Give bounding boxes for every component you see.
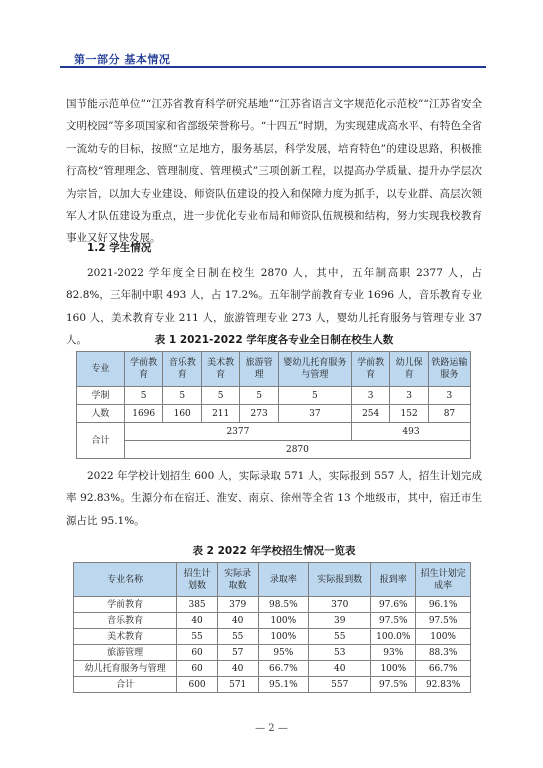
table-cell: 40 [309, 661, 371, 677]
table-cell: 55 [177, 629, 218, 645]
header-cell: 幼儿保育 [390, 352, 428, 387]
table-cell: 60 [177, 645, 218, 661]
header-cell: 招生计划数 [177, 563, 218, 597]
table-cell: 合计 [74, 677, 177, 693]
table-cell: 55 [309, 629, 371, 645]
table-cell: 95.1% [258, 677, 309, 693]
table-cell: 97.5% [416, 613, 471, 629]
subtotal-five-year-cell: 2377 [124, 423, 351, 441]
header-cell: 实际报到数 [309, 563, 371, 597]
table-header-row [74, 563, 471, 597]
table-cell: 3 [390, 387, 428, 405]
paragraph-enrollment: 2021-2022 学年度全日制在校生 2870 人，其中，五年制高职 2377 人，占 82.8%，三年制中职 493 人，占 17.2%。五年制学前教育专业 1696 人，音乐教育专业 160 人，美术教育专业 211 人，旅游管理专业 273 人，婴幼儿托育服务与管理专业 37 人。 [66, 267, 482, 347]
table-cell: 40 [217, 613, 258, 629]
grand-total-cell: 2870 [124, 441, 470, 459]
table-cell: 370 [309, 597, 371, 613]
table-cell: 66.7% [258, 661, 309, 677]
header-cell: 招生计划完成率 [416, 563, 471, 597]
section-heading: 1.2 学生情况 [87, 242, 152, 254]
table-cell: 97.5% [371, 613, 416, 629]
table-cell: 211 [201, 405, 239, 423]
table-row [74, 661, 471, 677]
table-cell: 100.0% [371, 629, 416, 645]
table-cell: 40 [177, 613, 218, 629]
table2-caption: 表 2 2022 年学校招生情况一览表 [192, 545, 356, 557]
table-cell: 40 [217, 661, 258, 677]
table-cell: 95% [258, 645, 309, 661]
table-subtotal-row [77, 423, 471, 441]
table-cell: 97.5% [371, 677, 416, 693]
table-cell: 55 [217, 629, 258, 645]
table-cell: 66.7% [416, 661, 471, 677]
table-cell: 39 [309, 613, 371, 629]
table-cell: 37 [278, 405, 351, 423]
table-row [74, 645, 471, 661]
header-cell: 旅游管理 [240, 352, 278, 387]
table-cell: 幼儿托育服务与管理 [74, 661, 177, 677]
table-row [74, 597, 471, 613]
table-cell: 87 [428, 405, 470, 423]
table-cell: 53 [309, 645, 371, 661]
header-cell: 铁路运输服务 [428, 352, 470, 387]
table-cell: 571 [217, 677, 258, 693]
table-cell: 96.1% [416, 597, 471, 613]
table-cell: 97.6% [371, 597, 416, 613]
header-rule [60, 66, 486, 68]
table2-admissions [73, 562, 471, 693]
page-number: — 2 — [255, 723, 288, 734]
table-cell: 160 [163, 405, 201, 423]
table-header-row [77, 352, 471, 387]
table-cell: 100% [371, 661, 416, 677]
table-cell: 5 [201, 387, 239, 405]
table-cell: 254 [351, 405, 389, 423]
header-title: 第一部分 基本情况 [74, 53, 171, 66]
table-cell: 93% [371, 645, 416, 661]
table-row [77, 387, 471, 405]
table-cell: 学制 [77, 387, 125, 405]
header-cell: 学前教育 [124, 352, 163, 387]
table-cell: 98.5% [258, 597, 309, 613]
header-cell: 美术教育 [201, 352, 239, 387]
table-cell: 美术教育 [74, 629, 177, 645]
table1-caption: 表 1 2021-2022 学年度各专业全日制在校生人数 [154, 334, 394, 346]
header-cell: 专业 [77, 352, 125, 387]
page-header [0, 0, 543, 70]
table-cell: 100% [258, 613, 309, 629]
paragraph-admissions: 2022 年学校计划招生 600 人，实际录取 571 人，实际报到 557 人，招生计划完成率 92.83%。生源分布在宿迁、淮安、南京、徐州等全省 13 个地级市，其中，宿迁市生源占比 95.1%。 [66, 470, 482, 527]
table-cell: 273 [240, 405, 278, 423]
table-cell: 100% [258, 629, 309, 645]
table-cell: 152 [390, 405, 428, 423]
table-cell: 60 [177, 661, 218, 677]
table-cell: 旅游管理 [74, 645, 177, 661]
header-cell: 专业名称 [74, 563, 177, 597]
table-row [74, 613, 471, 629]
table-total-row [77, 441, 471, 459]
table-cell: 92.83% [416, 677, 471, 693]
header-cell: 报到率 [371, 563, 416, 597]
table-cell: 600 [177, 677, 218, 693]
table-total-row [74, 677, 471, 693]
table-cell: 88.3% [416, 645, 471, 661]
header-cell: 录取率 [258, 563, 309, 597]
table-cell: 5 [240, 387, 278, 405]
header-cell: 婴幼儿托育服务与管理 [278, 352, 351, 387]
table-cell: 5 [163, 387, 201, 405]
table-cell: 1696 [124, 405, 163, 423]
header-cell: 音乐教育 [163, 352, 201, 387]
table-cell: 5 [278, 387, 351, 405]
header-cell: 实际录取数 [217, 563, 258, 597]
table-cell: 3 [351, 387, 389, 405]
table-cell: 人数 [77, 405, 125, 423]
subtotal-three-year-cell: 493 [351, 423, 470, 441]
table-cell: 379 [217, 597, 258, 613]
table-cell: 学前教育 [74, 597, 177, 613]
table-cell: 3 [428, 387, 470, 405]
table-cell: 音乐教育 [74, 613, 177, 629]
table-cell: 100% [416, 629, 471, 645]
header-cell: 学前教育 [351, 352, 389, 387]
table-cell: 57 [217, 645, 258, 661]
total-label-cell: 合计 [77, 423, 125, 459]
table-cell: 5 [124, 387, 163, 405]
table-row [77, 405, 471, 423]
table-cell: 557 [309, 677, 371, 693]
table-row [74, 629, 471, 645]
table1-enrollment-by-major [76, 351, 471, 459]
table-cell: 385 [177, 597, 218, 613]
paragraph-intro: 国节能示范单位”“江苏省教育科学研究基地”“江苏省语言文字规范化示范校”“江苏省安全文明校园”等多项国家和省部级荣誉称号。“十四五”时期，为实现建成高水平、有特色全省一流幼专的目标，按照“立足地方，服务基层，科学发展，培育特色”的建设思路，积极推行高校“管理理念、管理制度、管理模式”三项创新工程，以提高办学质量、提升办学层次为宗旨，以加大专业建设、师资队伍建设的投入和保障力度为抓手，以专业群、高层次领军人才队伍建设为重点，进一步优化专业布局和师资队伍规模和结构，努力实现我校教育事业又好又快发展。 [66, 98, 482, 245]
